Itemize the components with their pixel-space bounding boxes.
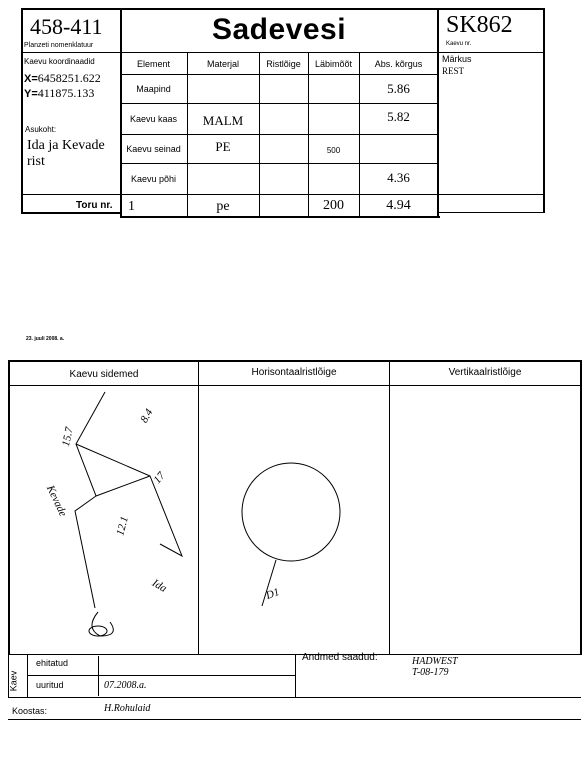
pipe-number: 1 (128, 199, 135, 214)
sketch-header-connections: Kaevu sidemed (69, 368, 139, 380)
coordinate-x-value: 6458251.622 (37, 71, 101, 85)
well-id: SK862 (446, 12, 513, 38)
cross-section-label: D1 (264, 586, 282, 602)
sketch-header-horizontal: Horisontaalristlõige (251, 366, 337, 378)
provided-value-1: HADWEST (412, 656, 458, 667)
row-element: Maapind (136, 84, 171, 94)
location-line-2: rist (27, 154, 45, 169)
sheet-caption: Planzeti nomenklatuur (24, 42, 94, 49)
col-header-cross-section: Ristlõige (266, 58, 301, 69)
remarks-caption: Märkus (442, 54, 472, 64)
well-id-caption: Kaevu nr. (446, 41, 472, 47)
sketch-annotation: Ida (149, 577, 169, 595)
row-element: Kaevu kaas (129, 114, 178, 124)
footer-side-label: Kaev (8, 670, 19, 692)
sketch-annotation: 8.4 (138, 407, 156, 425)
col-header-material: Materjal (206, 58, 239, 69)
col-header-element: Element (136, 58, 171, 69)
row-element: Kaevu seinad (126, 144, 181, 154)
horizontal-cross-section (199, 386, 389, 654)
row-diameter: 500 (326, 145, 341, 155)
compiled-label: Koostas: (12, 706, 48, 716)
pipe-label: Toru nr. (76, 200, 113, 211)
page-title: Sadevesi (211, 13, 347, 46)
sketch-annotation: Kevade (44, 483, 69, 519)
row-abs-height: 5.86 (387, 81, 410, 96)
row-material: PE (215, 139, 231, 154)
row-abs-height: 4.36 (387, 170, 410, 185)
pipe-material: pe (216, 199, 230, 214)
location-line-1: Ida ja Kevade (27, 138, 105, 153)
coordinate-y (24, 86, 94, 101)
pipe-diameter: 200 (323, 198, 344, 213)
row-element: Kaevu põhi (130, 174, 177, 184)
provided-label: Andmed saadud: (302, 652, 378, 663)
col-header-abs-height: Abs. kõrgus (374, 58, 423, 69)
date-stamp: 23. juuli 2008. a. (26, 336, 65, 342)
coordinate-y-label: Y= (24, 88, 38, 100)
sketch-annotation: 15.7 (60, 426, 76, 448)
compiled-value: H.Rohulaid (104, 703, 151, 714)
row-material: MALM (202, 113, 244, 128)
built-label: ehitatud (36, 658, 69, 668)
pipe-abs-height: 4.94 (386, 198, 411, 213)
connections-sketch (10, 386, 198, 654)
provided-value-2: T-08-179 (412, 667, 449, 678)
coordinate-x-label: X= (24, 73, 38, 85)
surveyed-label: uuritud (36, 680, 64, 690)
sketch-annotation: 17 (151, 469, 168, 487)
coordinate-x (24, 71, 101, 86)
surveyed-value: 07.2008.a. (104, 680, 147, 691)
coordinates-caption: Kaevu koordinaadid (24, 57, 95, 66)
remarks-value: REST (442, 66, 465, 76)
row-abs-height: 5.82 (387, 109, 410, 124)
col-header-diameter: Läbimõõt (314, 58, 353, 69)
location-caption: Asukoht: (25, 125, 57, 134)
coordinate-y-value: 411875.133 (37, 86, 95, 100)
sheet-number: 458-411 (30, 14, 103, 39)
sketch-annotation: 12.1 (114, 515, 131, 537)
sketch-header-vertical: Vertikaalristlõige (448, 366, 522, 378)
